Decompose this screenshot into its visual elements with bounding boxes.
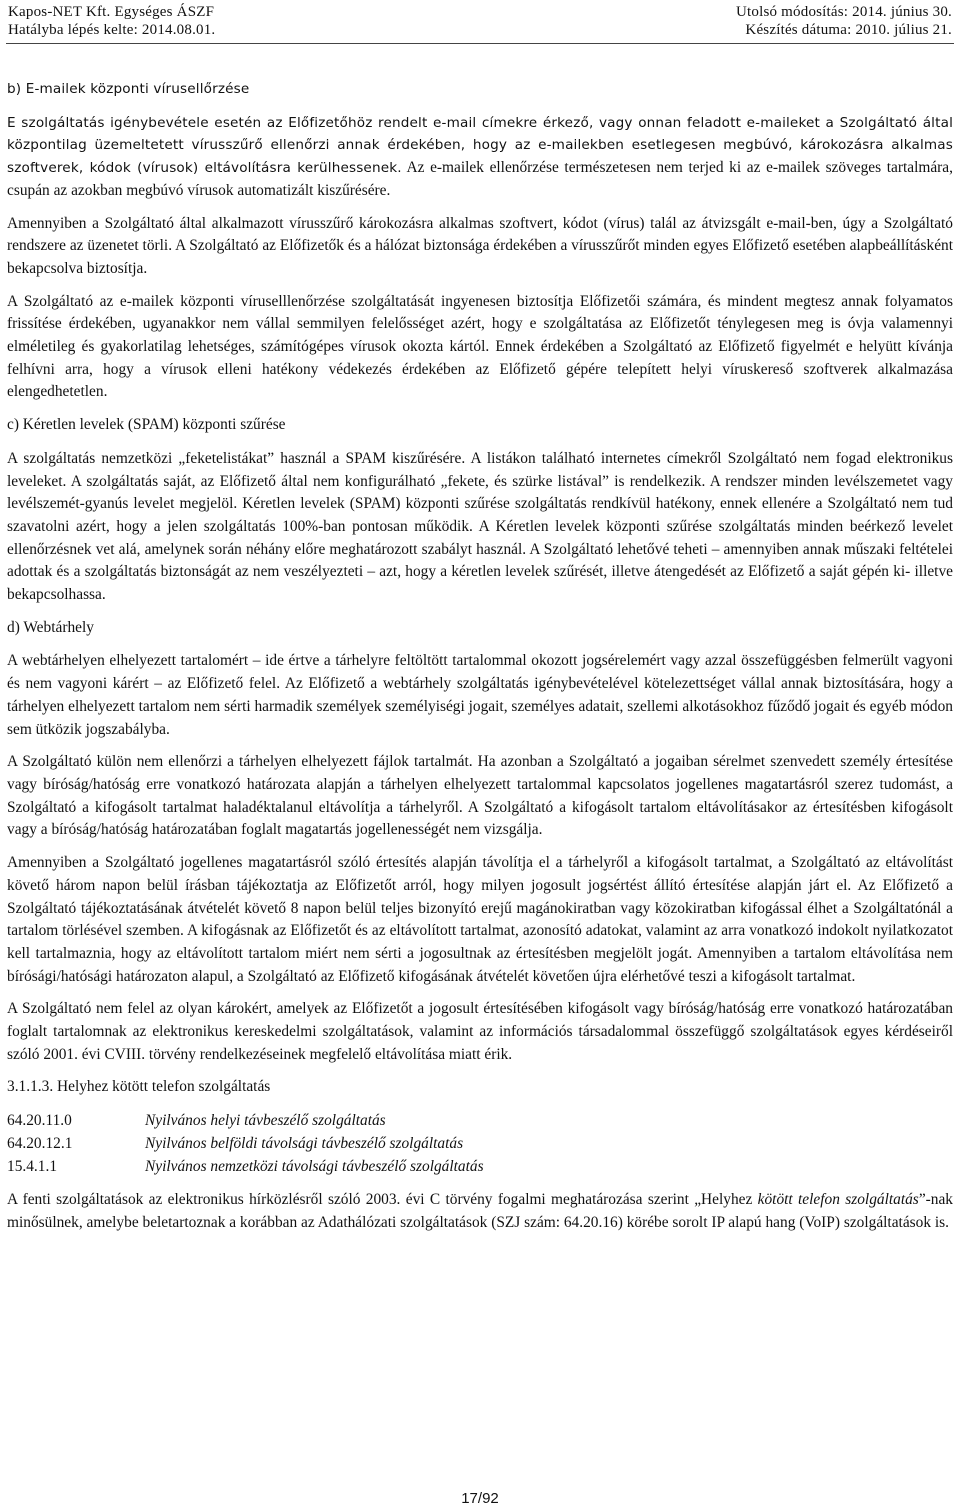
final-text-italic: kötött telefon szolgáltatás xyxy=(757,1191,919,1209)
service-name: Nyilvános nemzetközi távolsági távbeszélő szolgáltatás xyxy=(145,1157,484,1175)
section-d-title: d) Webtárhely xyxy=(7,618,94,636)
section-b-p1-serif: Az e-mailek ellenőrzése természetesen nem terjed ki az e-mailek szöveges tartalmára, csupán az azokban megbúvó vírusok automatizált kiszűrésére. xyxy=(7,159,953,199)
company-title: Kapos-NET Kft. Egységes ÁSZF xyxy=(8,4,215,20)
section-c-title: c) Kéretlen levelek (SPAM) központi szűrése xyxy=(7,416,286,434)
effective-date: Hatályba lépés kelte: 2014.08.01. xyxy=(8,22,216,38)
service-code: 15.4.1.1 xyxy=(7,1157,58,1175)
section-b-p1-sans: E szolgáltatás igénybevétele esetén az Előfizetőhöz rendelt e-mail címekre érkező, vagy onnan feladott e-maileket a Szolgáltató által központilag üzemeltetett vírusszűrő ellenőrzi annak érdekében, hogy az e-mailekben esetlegesen megbúvó, károkozásra alkalmas szoftverek, kódok (vírusok) eltávolításra kerülhessenek. xyxy=(7,114,953,177)
header-divider xyxy=(6,43,954,44)
section-c-paragraph-1: A szolgáltatás nemzetközi „feketelistákat” használ a SPAM kiszűrésére. A listákon található internetes címekről Szolgáltató nem fogad elektronikus leveleket. A szolgáltatás saját, az Előfizető által nem konfigurálható „fekete, és szürke listával” is rendelkezik. A rendszer minden levélszemetet vagy levélszemét-gyanús levelet megjelöl. Kéretlen levelek (SPAM) központi szűrése szolgáltatás rendkívül hatékony, ennek ellenére a Szolgáltató nem tud szavatolni azért, hogy a jelen szolgáltatás 100%-ban pontosan működik. A Kéretlen levelek központi szűrése szolgáltatás minden beérkező levelet ellenőrzésnek vet alá, amelynek során néhány előre meghatározott szabályt használ. A Szolgáltató lehetővé teheti – amennyiben annak műszaki feltételei adottak és a szolgáltatás biztonságát az nem veszélyezteti – azt, hogy a kéretlen levelek szűrését, illetve átengedését az Előfizető a saját gépén ki- illetve bekapcsolhassa. xyxy=(7,449,953,604)
created-date: Készítés dátuma: 2010. július 21. xyxy=(745,22,952,38)
service-name: Nyilvános helyi távbeszélő szolgáltatás xyxy=(145,1112,386,1130)
service-code: 64.20.11.0 xyxy=(7,1112,72,1130)
service-code: 64.20.12.1 xyxy=(7,1134,73,1152)
section-b-paragraph-1 xyxy=(7,112,953,203)
section-d-paragraph-2: A Szolgáltató külön nem ellenőrzi a tárhelyen elhelyezett fájlok tartalmát. Ha azonban a Szolgáltató a jogaiban sérelmet szenvedett személy értesítése vagy bíróság/hatóság erre vonatkozó határozata alapján a tárhelyen elhelyezett tartalommal kapcsolatos jogellenes magatartásról szerez tudomást, a Szolgáltató a kifogásolt tartalmat haladéktalanul eltávolítja a tárhelyről. A Szolgáltató a kifogásolt tartalom eltávolításakor az értesítésben kifogásolt vagy a bíróság/hatóság határozatában foglalt magatartás jogellenességét nem vizsgálja. xyxy=(7,753,953,839)
section-3113-title: 3.1.1.3. Helyhez kötött telefon szolgáltatás xyxy=(7,1078,271,1096)
final-text-a: A fenti szolgáltatások az elektronikus hírközlésről szóló 2003. évi C törvény fogalmi meghatározása szerint „Helyhez xyxy=(7,1191,758,1209)
section-b-paragraph-2: Amennyiben a Szolgáltató által alkalmazott vírusszűrő károkozásra alkalmas szoftvert, kódot (vírus) talál az átvizsgált e-mail-ben, úgy a Szolgáltató rendszere az üzenetet törli. A Szolgáltató az Előfizetők és a hálózat biztonsága érdekében a vírusszűrőt minden egyes Előfizető esetében alapbeállításként bekapcsolva biztosítja. xyxy=(7,214,953,277)
service-list xyxy=(7,1110,953,1178)
section-b-paragraph-3: A Szolgáltató az e-mailek központi víruselllenőrzése szolgáltatását ingyenesen biztosítja Előfizetői számára, és mindent megtesz annak folyamatos frissítése érdekében, ugyanakkor nem vállal semmilyen felelősséget azért, hogy e szolgáltatása az Előfizetőt ténylegesen meg is óvja valamennyi elméletileg és gyakorlatilag lehetséges, számítógépes vírusok okozta kártól. Ennek érdekében a Szolgáltató az Előfizető figyelmét e helyütt kívánja felhívni arra, hogy a vírusok elleni hatékony védekezés érdekében az Előfizető gépére telepített helyi víruskereső szoftverek alkalmazása elengedhetetlen. xyxy=(7,292,953,401)
document-body xyxy=(7,78,953,1245)
section-d-paragraph-3: Amennyiben a Szolgáltató jogellenes magatartásról szóló értesítés alapján távolítja el a tárhelyről a kifogásolt tartalmat, a Szolgáltató az eltávolítást követő három napon belül írásban tájékoztatja az Előfizetőt arról, hogy milyen jogosult jogsértést állító értesítése alapján járt el. Az Előfizető a Szolgáltató tájékoztatásának átvételét követő 8 napon belül teljes bizonyító erejű magánokiratban vagy közokiratban kifogással élhet a Szolgáltatónál a tartalom törlésével szemben. A kifogásnak az Előfizetőt és az eltávolított tartalmat, azonosító adatokat, valamint az arra vonatkozó indokolt nyilatkozatot kell tartalmaznia, hogy az eltávolított tartalom miért nem sérti a jogosultnak az értesítésben megjelölt jogát. Amennyiben a tartalom eltávolítása nem bírósági/hatósági határozaton alapul, a Szolgáltató az Előfizető kifogásának átvételét követően újra elérhetővé teszi a kifogásolt tartalmat. xyxy=(7,854,953,985)
final-text-b: ”-nak minősülnek, amelybe beletartoznak a korábban az Adathálózati szolgáltatások (SZJ szám: 64.20.16) körébe sorolt IP alapú hang (VoIP) szolgáltatások is. xyxy=(7,1191,953,1231)
service-name: Nyilvános belföldi távolsági távbeszélő szolgáltatás xyxy=(145,1134,464,1152)
section-b-title: b) E-mailek központi vírusellőrzése xyxy=(7,81,250,97)
section-d-paragraph-1: A webtárhelyen elhelyezett tartalomért – ide értve a tárhelyre feltöltött tartalommal okozott jogsérelemért vagy azzal összefüggésben felmerült vagyoni és nem vagyoni kárért – az Előfizető felel. Az Előfizető a webtárhely szolgáltatás igénybevételével kötelezettséget vállal annak biztosítására, hogy a tárhelyen elhelyezett tartalom nem sérti harmadik személyek személyiségi jogait, személyes adatait, szellemi alkotásokhoz fűződő jogait és egyéb módon sem ütközik jogszabályba. xyxy=(7,652,953,738)
last-modified: Utolsó módosítás: 2014. június 30. xyxy=(736,4,952,20)
page-header xyxy=(0,0,960,46)
section-d-paragraph-4: A Szolgáltató nem felel az olyan károkért, amelyek az Előfizetőt a jogosult értesítésében kifogásolt vagy bíróság/hatóság erre vonatkozó határozatában foglalt tartalomnak az elektronikus kereskedelmi szolgáltatások, valamint az információs társadalommal összefüggő szolgáltatások egyes kérdéseiről szóló 2001. évi CVIII. törvény rendelkezéseinek megfelelő eltávolítása miatt érik. xyxy=(7,1000,953,1063)
final-paragraph xyxy=(7,1189,953,1234)
page-number: 17/92 xyxy=(461,1490,499,1507)
